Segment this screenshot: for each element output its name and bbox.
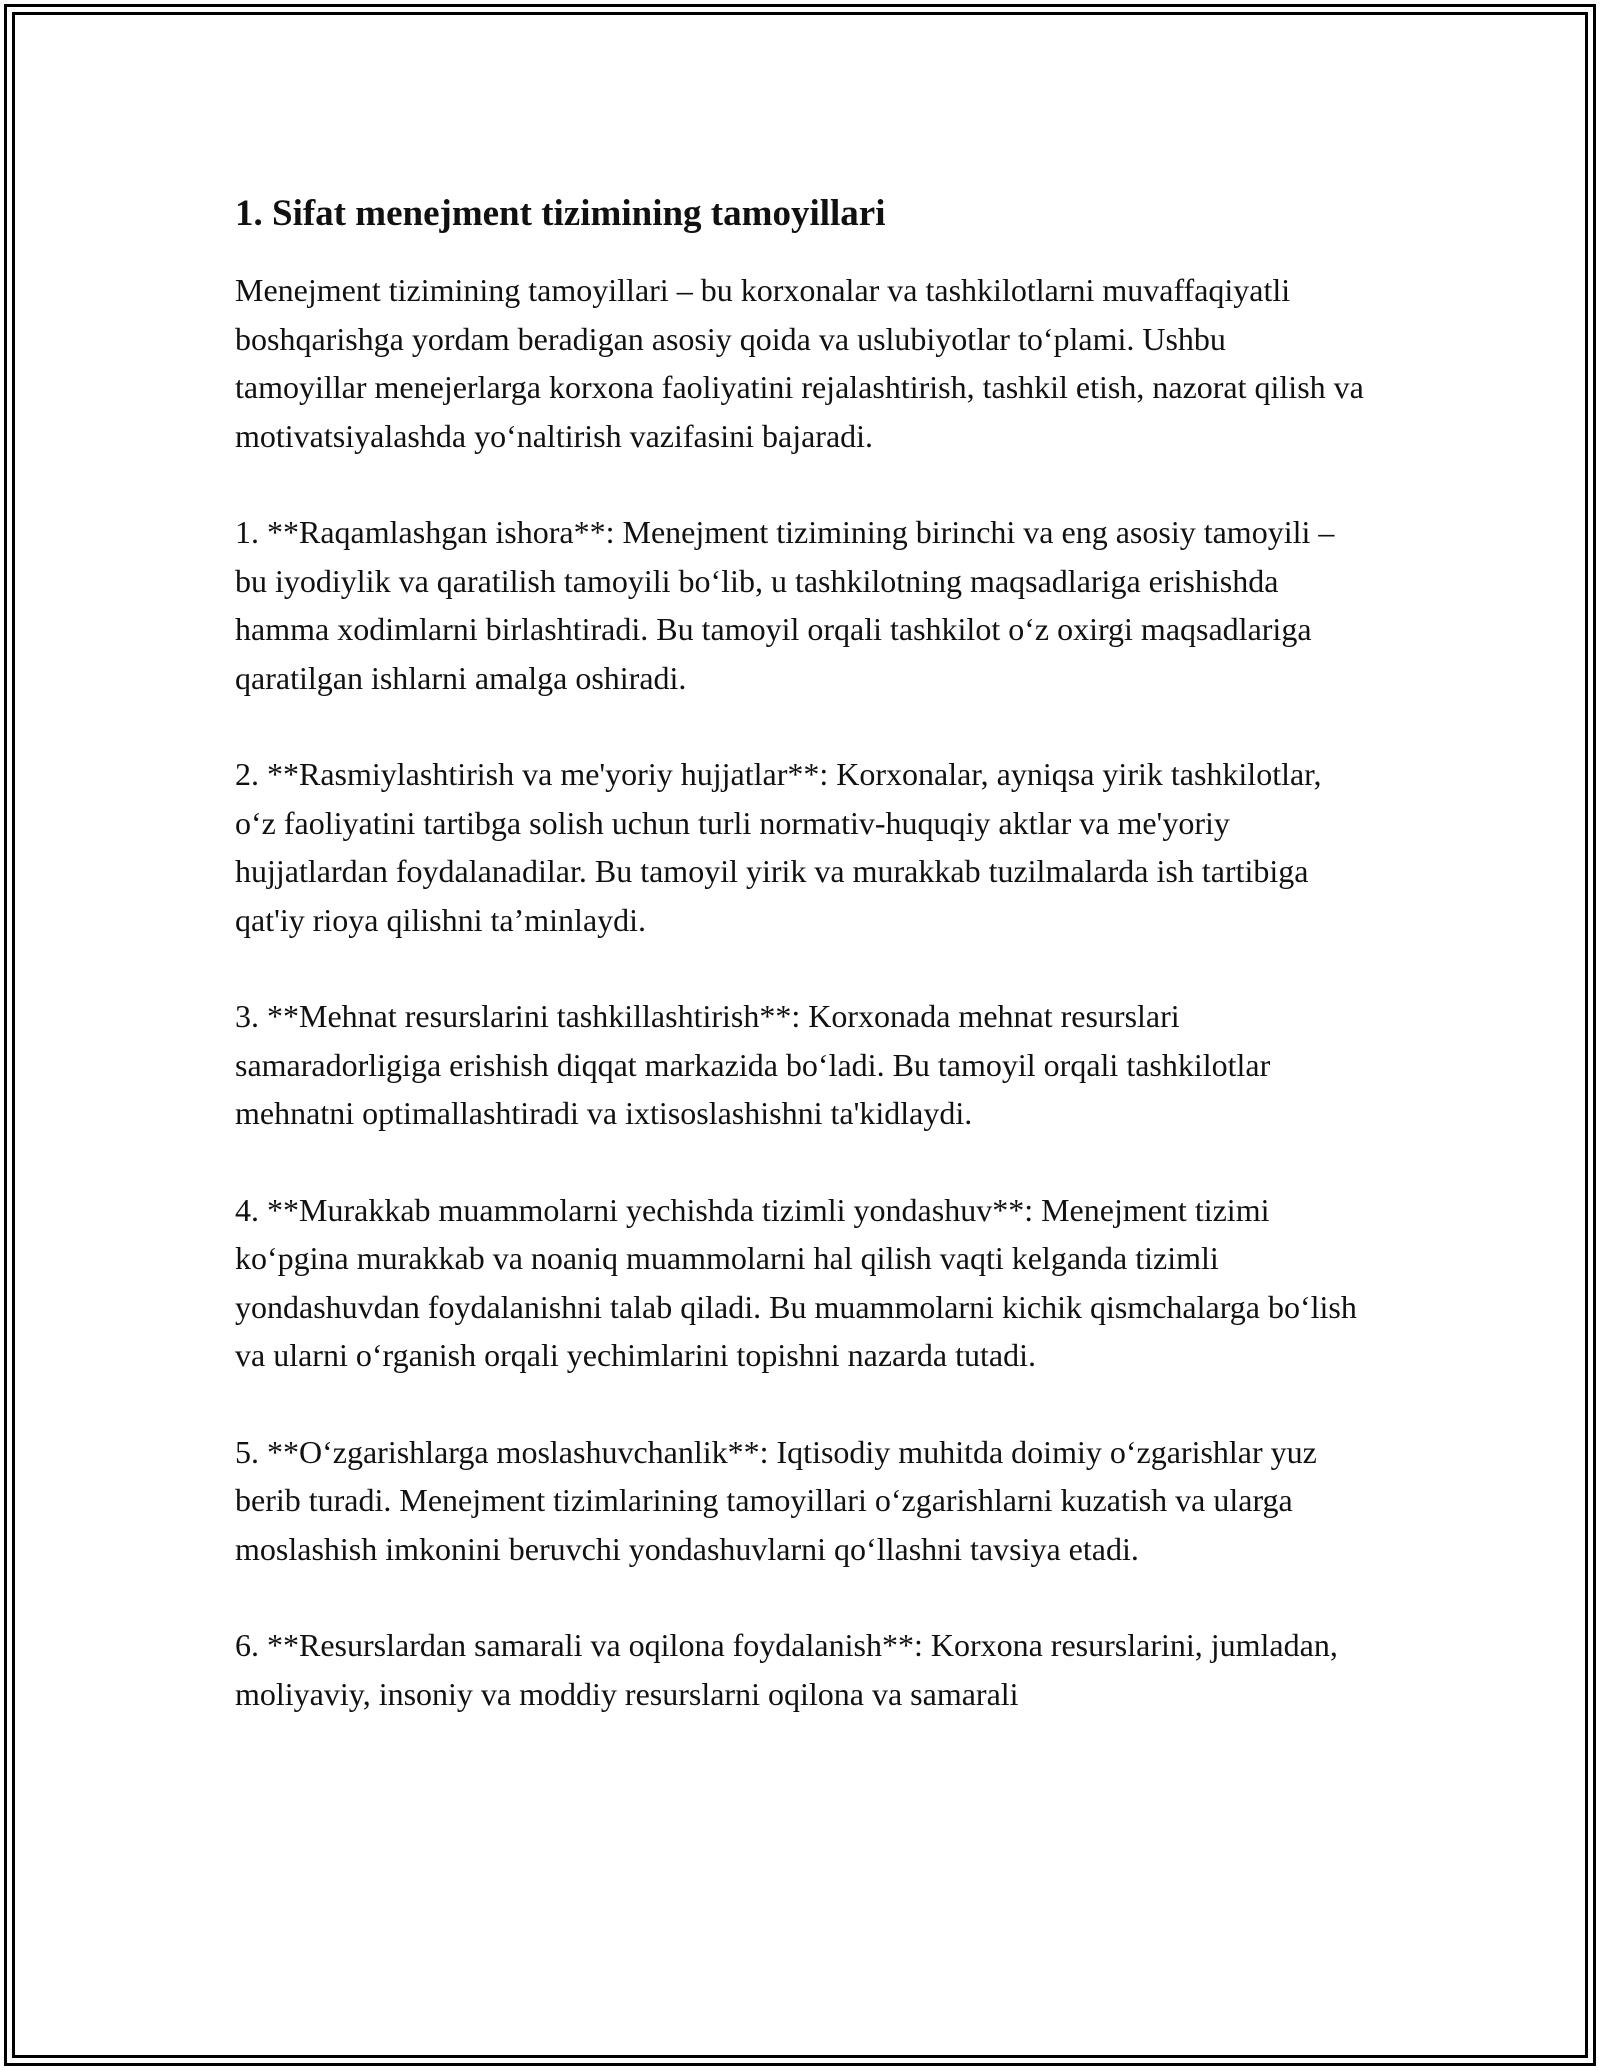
principle-paragraph-3: 3. **Mehnat resurslarini tashkillashtirish**: Korxonada mehnat resurslari samaradorligiga erishish diqqat markazida bo‘ladi. Bu tamoyil orqali tashkilotlar mehnatni optimallashtiradi va ixtisoslashishni ta'kidlaydi. [235, 998, 1271, 1131]
principle-paragraph-1: 1. **Raqamlashgan ishora**: Menejment tizimining birinchi va eng asosiy tamoyili – bu iyodiylik va qaratilish tamoyili bo‘lib, u tashkilotning maqsadlariga erishishda hamma xodimlarni birlashtiradi. Bu tamoyil orqali tashkilot o‘z oxirgi maqsadlariga qaratilgan ishlarni amalga oshiradi. [235, 514, 1335, 696]
document-body [235, 186, 1365, 1766]
principle-paragraph-4: 4. **Murakkab muammolarni yechishda tizimli yondashuv**: Menejment tizimi ko‘pgina murakkab va noaniq muammolarni hal qilish vaqti kelganda tizimli yondashuvdan foydalanishni talab qiladi. Bu muammolarni kichik qismchalarga bo‘lish va ularni o‘rganish orqali yechimlarini topishni nazarda tutadi. [235, 1191, 1357, 1373]
principle-paragraph-5: 5. **O‘zgarishlarga moslashuvchanlik**: Iqtisodiy muhitda doimiy o‘zgarishlar yuz berib turadi. Menejment tizimlarining tamoyillari o‘zgarishlarni kuzatish va ularga moslashish imkonini beruvchi yondashuvlarni qo‘llashni tavsiya etadi. [235, 1433, 1317, 1567]
principle-paragraph-2: 2. **Rasmiylashtirish va me'yoriy hujjatlar**: Korxonalar, ayniqsa yirik tashkilotlar, o‘z faoliyatini tartibga solish uchun turli normativ-huquqiy aktlar va me'yoriy hujjatlardan foydalanadilar. Bu tamoyil yirik va murakkab tuzilmalarda ish tartibiga qat'iy rioya qilishni ta’minlaydi. [235, 756, 1322, 938]
section-heading: 1. Sifat menejment tizimining tamoyillari [235, 193, 886, 234]
intro-paragraph: Menejment tizimining tamoyillari – bu korxonalar va tashkilotlarni muvaffaqiyatli boshqarishga yordam beradigan asosiy qoida va uslubiyotlar to‘plami. Ushbu tamoyillar menejerlarga korxona faoliyatini rejalashtirish, tashkil etish, nazorat qilish va motivatsiyalashda yo‘naltirish vazifasini bajaradi. [235, 272, 1364, 454]
principle-paragraph-6: 6. **Resurslardan samarali va oqilona foydalanish**: Korxona resurslarini, jumladan, moliyaviy, insoniy va moddiy resurslarni oqilona va samarali [235, 1627, 1338, 1712]
